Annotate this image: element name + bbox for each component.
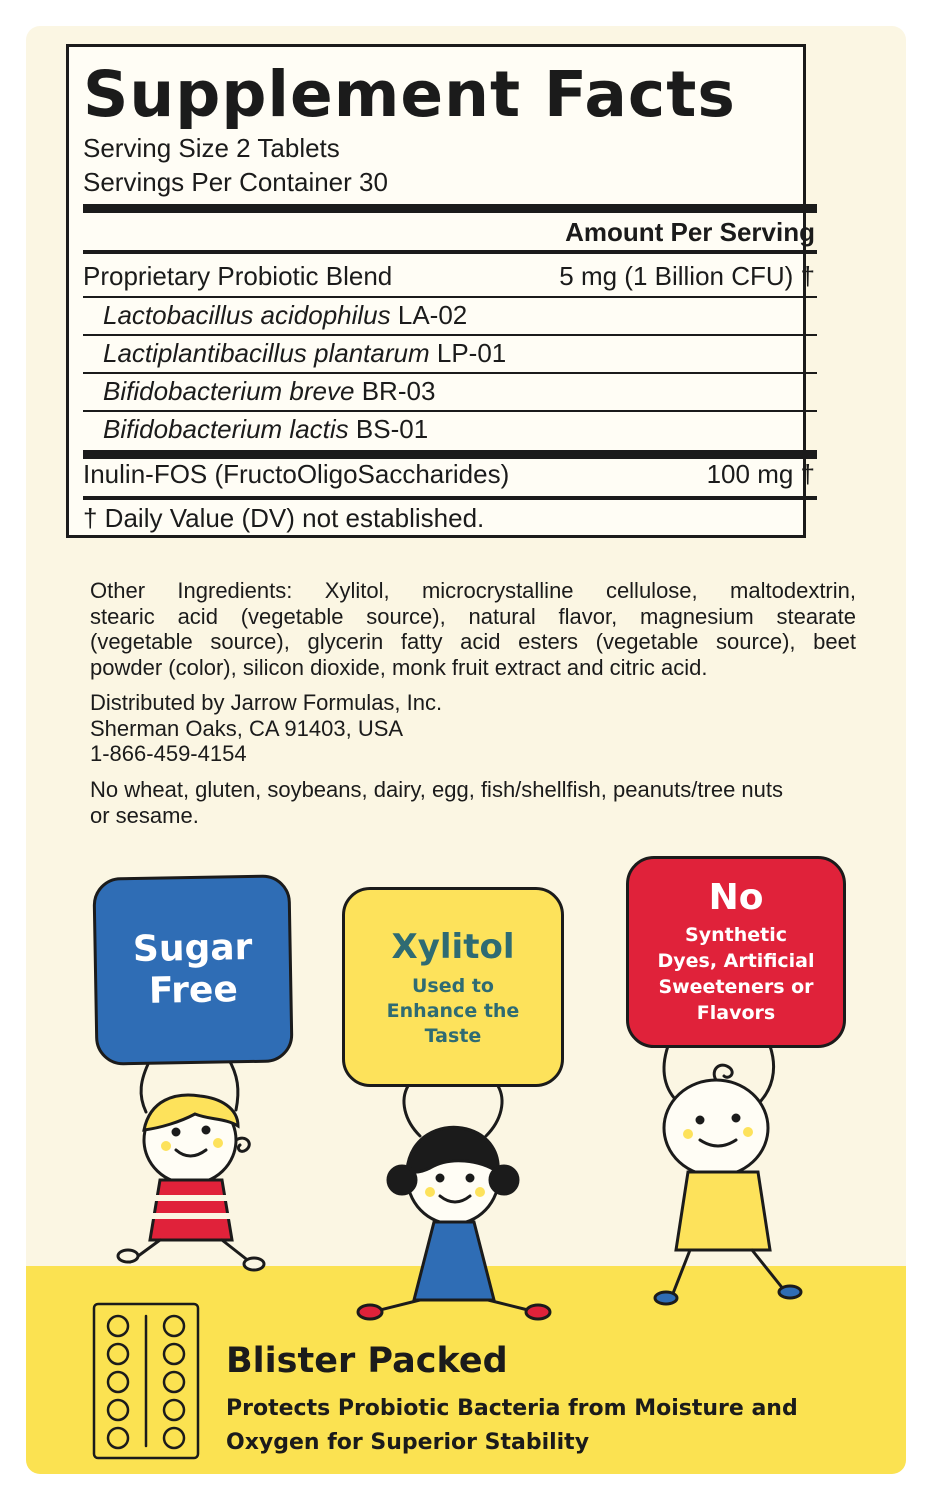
strain-row: Bifidobacterium breve BR-03 <box>103 376 436 406</box>
xylitol-badge: Xylitol Used to Enhance the Taste <box>342 887 564 1087</box>
strain-row: Lactobacillus acidophilus LA-02 <box>103 300 468 330</box>
blister-pack-icon <box>94 1304 198 1458</box>
no-synthetic-dyes-badge: No Synthetic Dyes, Artificial Sweeteners or Flavors <box>626 856 846 1048</box>
inulin-amount: 100 mg † <box>706 459 815 489</box>
sugar-free-badge: Sugar Free <box>92 874 293 1065</box>
distributor-info: Distributed by Jarrow Formulas, Inc. Sherman Oaks, CA 91403, USA 1-866-459-4154 <box>90 690 443 766</box>
servings-per-container: Servings Per Container 30 <box>83 167 388 197</box>
strain-row: Lactiplantibacillus plantarum LP-01 <box>103 338 507 368</box>
other-ingredients: Other Ingredients: Xylitol, microcrystalline cellulose, maltodextrin, stearic acid (vegetable source), natural flavor, magnesium stearate (vegetable source), glycerin fatty acid esters (vegetable source), beet powder (color), silicon dioxide, monk fruit extract and citric acid. <box>90 578 856 680</box>
allergen-statement: No wheat, gluten, soybeans, dairy, egg, fish/shellfish, peanuts/tree nuts or sesame. <box>90 777 783 828</box>
amount-header: Amount Per Serving <box>565 217 815 247</box>
facts-title: Supplement Facts <box>83 58 736 131</box>
blister-title: Blister Packed <box>226 1341 508 1381</box>
blister-description: Protects Probiotic Bacteria from Moisture and Oxygen for Superior Stability <box>226 1396 798 1455</box>
inulin-name: Inulin-FOS (FructoOligoSaccharides) <box>83 459 510 489</box>
strain-row: Bifidobacterium lactis BS-01 <box>103 414 429 444</box>
blend-amount: 5 mg (1 Billion CFU) † <box>559 261 815 291</box>
dv-footnote: † Daily Value (DV) not established. <box>83 503 485 533</box>
blend-name: Proprietary Probiotic Blend <box>83 261 393 291</box>
baby-character-illustration <box>655 1046 801 1304</box>
boy-character-illustration <box>118 1058 264 1270</box>
girl-character-illustration <box>358 1086 550 1319</box>
serving-size: Serving Size 2 Tablets <box>83 133 340 163</box>
